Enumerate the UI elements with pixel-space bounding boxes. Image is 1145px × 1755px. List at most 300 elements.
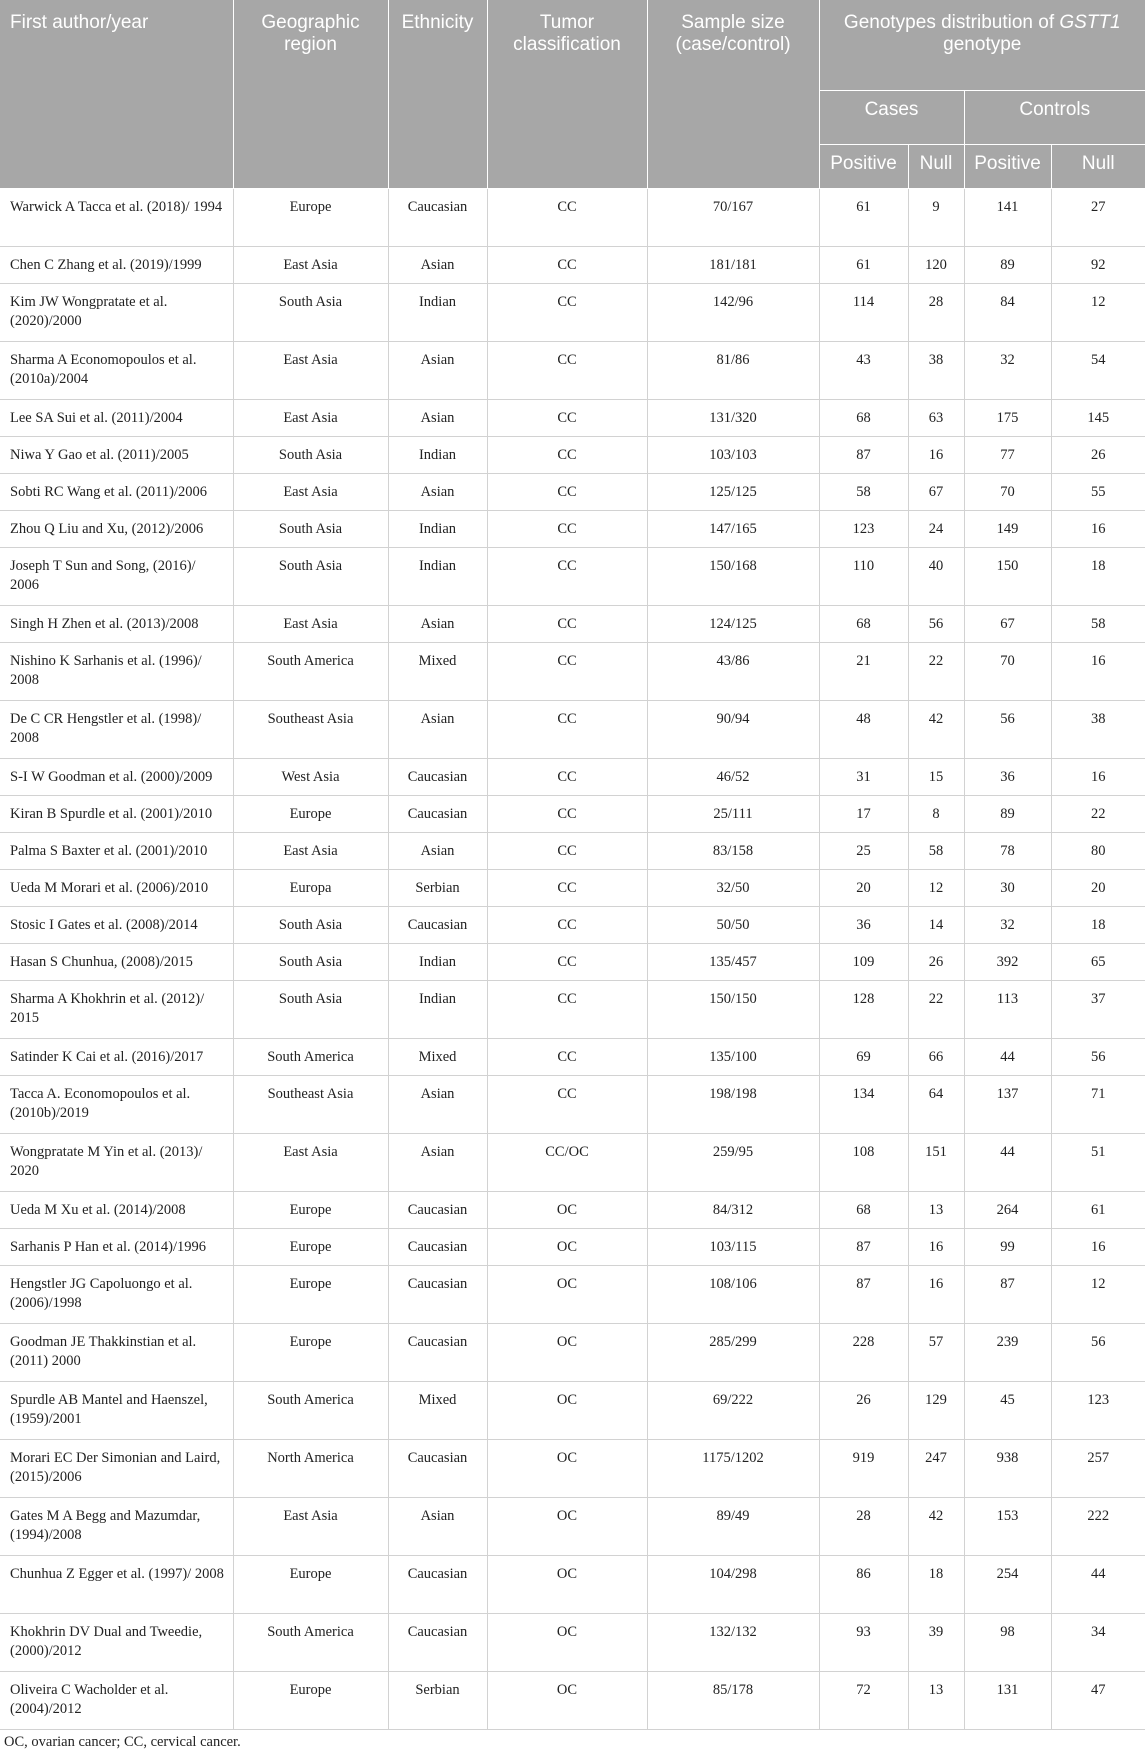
cell-cases-null: 247 xyxy=(908,1440,964,1498)
cell-tumor: OC xyxy=(487,1614,647,1672)
cell-controls-null: 71 xyxy=(1051,1076,1145,1134)
header-cases-null: Null xyxy=(908,145,964,189)
cell-region: Europa xyxy=(233,870,388,907)
cell-controls-positive: 36 xyxy=(964,759,1051,796)
cell-cases-positive: 61 xyxy=(819,189,908,247)
cell-author: Sobti RC Wang et al. (2011)/2006 xyxy=(0,474,233,511)
cell-region: South Asia xyxy=(233,437,388,474)
cell-sample: 132/132 xyxy=(647,1614,819,1672)
cell-sample: 90/94 xyxy=(647,701,819,759)
cell-cases-positive: 68 xyxy=(819,606,908,643)
cell-ethnicity: Caucasian xyxy=(388,759,487,796)
cell-author: Chunhua Z Egger et al. (1997)/ 2008 xyxy=(0,1556,233,1614)
cell-sample: 125/125 xyxy=(647,474,819,511)
cell-author: Kim JW Wongpratate et al. (2020)/2000 xyxy=(0,284,233,342)
cell-ethnicity: Caucasian xyxy=(388,907,487,944)
cell-controls-positive: 137 xyxy=(964,1076,1051,1134)
cell-controls-null: 65 xyxy=(1051,944,1145,981)
cell-sample: 103/103 xyxy=(647,437,819,474)
cell-author: Lee SA Sui et al. (2011)/2004 xyxy=(0,400,233,437)
cell-controls-null: 56 xyxy=(1051,1039,1145,1076)
cell-tumor: CC xyxy=(487,759,647,796)
table-row xyxy=(0,400,1145,437)
header-cases-positive: Positive xyxy=(819,145,908,189)
cell-author: Zhou Q Liu and Xu, (2012)/2006 xyxy=(0,511,233,548)
cell-controls-null: 145 xyxy=(1051,400,1145,437)
cell-controls-positive: 44 xyxy=(964,1039,1051,1076)
cell-tumor: OC xyxy=(487,1556,647,1614)
cell-ethnicity: Caucasian xyxy=(388,1556,487,1614)
cell-cases-null: 22 xyxy=(908,643,964,701)
cell-ethnicity: Serbian xyxy=(388,870,487,907)
cell-ethnicity: Asian xyxy=(388,1498,487,1556)
cell-controls-positive: 87 xyxy=(964,1266,1051,1324)
cell-tumor: OC xyxy=(487,1498,647,1556)
cell-author: S-I W Goodman et al. (2000)/2009 xyxy=(0,759,233,796)
cell-sample: 150/150 xyxy=(647,981,819,1039)
cell-cases-null: 8 xyxy=(908,796,964,833)
cell-controls-positive: 30 xyxy=(964,870,1051,907)
cell-author: Spurdle AB Mantel and Haenszel, (1959)/2001 xyxy=(0,1382,233,1440)
cell-region: South America xyxy=(233,1614,388,1672)
cell-author: Goodman JE Thakkinstian et al. (2011) 2000 xyxy=(0,1324,233,1382)
cell-controls-positive: 131 xyxy=(964,1672,1051,1730)
cell-sample: 85/178 xyxy=(647,1672,819,1730)
cell-controls-positive: 89 xyxy=(964,796,1051,833)
cell-region: South America xyxy=(233,643,388,701)
cell-controls-null: 16 xyxy=(1051,511,1145,548)
cell-cases-null: 16 xyxy=(908,1266,964,1324)
cell-sample: 83/158 xyxy=(647,833,819,870)
cell-controls-positive: 264 xyxy=(964,1192,1051,1229)
cell-ethnicity: Caucasian xyxy=(388,1266,487,1324)
cell-cases-null: 16 xyxy=(908,437,964,474)
cell-sample: 285/299 xyxy=(647,1324,819,1382)
table-row xyxy=(0,437,1145,474)
cell-cases-null: 24 xyxy=(908,511,964,548)
cell-cases-null: 38 xyxy=(908,342,964,400)
cell-cases-null: 39 xyxy=(908,1614,964,1672)
cell-author: Hengstler JG Capoluongo et al. (2006)/1998 xyxy=(0,1266,233,1324)
cell-region: Europe xyxy=(233,189,388,247)
cell-author: Ueda M Xu et al. (2014)/2008 xyxy=(0,1192,233,1229)
table-row xyxy=(0,511,1145,548)
cell-sample: 131/320 xyxy=(647,400,819,437)
cell-cases-null: 129 xyxy=(908,1382,964,1440)
cell-region: South Asia xyxy=(233,907,388,944)
cell-cases-positive: 128 xyxy=(819,981,908,1039)
cell-controls-null: 22 xyxy=(1051,796,1145,833)
cell-sample: 181/181 xyxy=(647,247,819,284)
cell-tumor: CC xyxy=(487,247,647,284)
cell-cases-null: 42 xyxy=(908,701,964,759)
cell-cases-null: 64 xyxy=(908,1076,964,1134)
cell-cases-positive: 134 xyxy=(819,1076,908,1134)
cell-region: Europe xyxy=(233,1324,388,1382)
cell-sample: 124/125 xyxy=(647,606,819,643)
table-row xyxy=(0,944,1145,981)
cell-region: Europe xyxy=(233,1672,388,1730)
cell-cases-null: 18 xyxy=(908,1556,964,1614)
cell-controls-null: 12 xyxy=(1051,1266,1145,1324)
cell-ethnicity: Caucasian xyxy=(388,1440,487,1498)
cell-ethnicity: Caucasian xyxy=(388,1229,487,1266)
cell-cases-null: 56 xyxy=(908,606,964,643)
table-row xyxy=(0,643,1145,701)
cell-cases-positive: 108 xyxy=(819,1134,908,1192)
cell-ethnicity: Caucasian xyxy=(388,1614,487,1672)
cell-ethnicity: Indian xyxy=(388,548,487,606)
cell-author: Gates M A Begg and Mazumdar, (1994)/2008 xyxy=(0,1498,233,1556)
cell-controls-positive: 67 xyxy=(964,606,1051,643)
cell-cases-null: 9 xyxy=(908,189,964,247)
cell-cases-positive: 21 xyxy=(819,643,908,701)
cell-author: Chen C Zhang et al. (2019)/1999 xyxy=(0,247,233,284)
cell-cases-null: 22 xyxy=(908,981,964,1039)
cell-region: Europe xyxy=(233,1229,388,1266)
cell-region: East Asia xyxy=(233,1134,388,1192)
cell-sample: 69/222 xyxy=(647,1382,819,1440)
cell-controls-null: 92 xyxy=(1051,247,1145,284)
cell-region: East Asia xyxy=(233,474,388,511)
cell-tumor: CC xyxy=(487,981,647,1039)
cell-tumor: OC xyxy=(487,1440,647,1498)
cell-tumor: CC xyxy=(487,511,647,548)
cell-region: Southeast Asia xyxy=(233,1076,388,1134)
cell-tumor: CC xyxy=(487,833,647,870)
cell-sample: 198/198 xyxy=(647,1076,819,1134)
cell-author: Stosic I Gates et al. (2008)/2014 xyxy=(0,907,233,944)
cell-cases-positive: 123 xyxy=(819,511,908,548)
cell-cases-null: 120 xyxy=(908,247,964,284)
cell-region: South Asia xyxy=(233,981,388,1039)
cell-region: East Asia xyxy=(233,247,388,284)
cell-author: Wongpratate M Yin et al. (2013)/ 2020 xyxy=(0,1134,233,1192)
cell-cases-positive: 36 xyxy=(819,907,908,944)
header-controls-positive: Positive xyxy=(964,145,1051,189)
cell-ethnicity: Asian xyxy=(388,400,487,437)
cell-controls-null: 47 xyxy=(1051,1672,1145,1730)
cell-controls-positive: 149 xyxy=(964,511,1051,548)
cell-tumor: CC xyxy=(487,870,647,907)
cell-controls-null: 18 xyxy=(1051,907,1145,944)
table-row xyxy=(0,1039,1145,1076)
cell-author: Niwa Y Gao et al. (2011)/2005 xyxy=(0,437,233,474)
cell-cases-positive: 110 xyxy=(819,548,908,606)
cell-ethnicity: Indian xyxy=(388,437,487,474)
cell-region: North America xyxy=(233,1440,388,1498)
cell-region: Europe xyxy=(233,1556,388,1614)
cell-controls-positive: 141 xyxy=(964,189,1051,247)
cell-controls-null: 12 xyxy=(1051,284,1145,342)
cell-ethnicity: Asian xyxy=(388,247,487,284)
cell-controls-positive: 89 xyxy=(964,247,1051,284)
header-genotypes-prefix: Genotypes distribution of xyxy=(843,12,1060,33)
cell-tumor: CC xyxy=(487,907,647,944)
cell-region: Europe xyxy=(233,1192,388,1229)
cell-cases-null: 42 xyxy=(908,1498,964,1556)
cell-sample: 32/50 xyxy=(647,870,819,907)
cell-sample: 108/106 xyxy=(647,1266,819,1324)
cell-controls-null: 16 xyxy=(1051,1229,1145,1266)
cell-sample: 50/50 xyxy=(647,907,819,944)
cell-cases-positive: 93 xyxy=(819,1614,908,1672)
cell-region: East Asia xyxy=(233,833,388,870)
cell-ethnicity: Caucasian xyxy=(388,796,487,833)
cell-controls-null: 20 xyxy=(1051,870,1145,907)
table-row xyxy=(0,1672,1145,1730)
cell-tumor: OC xyxy=(487,1672,647,1730)
cell-ethnicity: Asian xyxy=(388,342,487,400)
cell-cases-positive: 58 xyxy=(819,474,908,511)
cell-controls-positive: 56 xyxy=(964,701,1051,759)
cell-tumor: OC xyxy=(487,1382,647,1440)
cell-controls-positive: 938 xyxy=(964,1440,1051,1498)
cell-cases-null: 15 xyxy=(908,759,964,796)
table-row xyxy=(0,870,1145,907)
cell-region: East Asia xyxy=(233,342,388,400)
cell-cases-positive: 48 xyxy=(819,701,908,759)
cell-cases-null: 28 xyxy=(908,284,964,342)
cell-tumor: CC xyxy=(487,1039,647,1076)
cell-region: Europe xyxy=(233,796,388,833)
cell-sample: 259/95 xyxy=(647,1134,819,1192)
table-row xyxy=(0,1498,1145,1556)
cell-region: South Asia xyxy=(233,284,388,342)
cell-controls-positive: 84 xyxy=(964,284,1051,342)
cell-tumor: CC xyxy=(487,474,647,511)
table-row xyxy=(0,701,1145,759)
table-row xyxy=(0,907,1145,944)
cell-controls-null: 37 xyxy=(1051,981,1145,1039)
cell-controls-null: 222 xyxy=(1051,1498,1145,1556)
cell-controls-positive: 32 xyxy=(964,342,1051,400)
cell-sample: 147/165 xyxy=(647,511,819,548)
cell-region: West Asia xyxy=(233,759,388,796)
cell-sample: 25/111 xyxy=(647,796,819,833)
cell-author: Tacca A. Economopoulos et al. (2010b)/2019 xyxy=(0,1076,233,1134)
cell-controls-positive: 44 xyxy=(964,1134,1051,1192)
cell-ethnicity: Caucasian xyxy=(388,189,487,247)
cell-sample: 46/52 xyxy=(647,759,819,796)
cell-cases-positive: 228 xyxy=(819,1324,908,1382)
header-genotypes-suffix: genotype xyxy=(943,34,1022,55)
cell-tumor: CC xyxy=(487,342,647,400)
cell-cases-positive: 87 xyxy=(819,437,908,474)
header-ethnicity: Ethnicity xyxy=(388,0,487,189)
cell-ethnicity: Asian xyxy=(388,1134,487,1192)
cell-ethnicity: Caucasian xyxy=(388,1324,487,1382)
cell-tumor: CC xyxy=(487,189,647,247)
cell-author: Sharma A Khokhrin et al. (2012)/ 2015 xyxy=(0,981,233,1039)
cell-region: South America xyxy=(233,1382,388,1440)
header-controls-null: Null xyxy=(1051,145,1145,189)
cell-sample: 1175/1202 xyxy=(647,1440,819,1498)
cell-controls-null: 58 xyxy=(1051,606,1145,643)
cell-author: Oliveira C Wacholder et al. (2004)/2012 xyxy=(0,1672,233,1730)
cell-tumor: CC xyxy=(487,548,647,606)
table-row xyxy=(0,247,1145,284)
cell-tumor: OC xyxy=(487,1229,647,1266)
cell-sample: 142/96 xyxy=(647,284,819,342)
table-row xyxy=(0,474,1145,511)
cell-cases-positive: 43 xyxy=(819,342,908,400)
cell-cases-positive: 17 xyxy=(819,796,908,833)
cell-cases-positive: 61 xyxy=(819,247,908,284)
cell-region: East Asia xyxy=(233,1498,388,1556)
cell-author: Satinder K Cai et al. (2016)/2017 xyxy=(0,1039,233,1076)
cell-tumor: CC/OC xyxy=(487,1134,647,1192)
cell-cases-null: 66 xyxy=(908,1039,964,1076)
cell-ethnicity: Serbian xyxy=(388,1672,487,1730)
cell-cases-null: 151 xyxy=(908,1134,964,1192)
table-row xyxy=(0,1229,1145,1266)
cell-cases-null: 58 xyxy=(908,833,964,870)
cell-author: Khokhrin DV Dual and Tweedie, (2000)/2012 xyxy=(0,1614,233,1672)
cell-controls-null: 16 xyxy=(1051,759,1145,796)
cell-ethnicity: Asian xyxy=(388,474,487,511)
cell-region: South Asia xyxy=(233,511,388,548)
cell-cases-null: 13 xyxy=(908,1192,964,1229)
header-region: Geographic region xyxy=(233,0,388,189)
table-row xyxy=(0,1614,1145,1672)
cell-controls-null: 80 xyxy=(1051,833,1145,870)
cell-controls-null: 26 xyxy=(1051,437,1145,474)
table-header xyxy=(0,0,1145,189)
table-row xyxy=(0,606,1145,643)
cell-controls-null: 56 xyxy=(1051,1324,1145,1382)
cell-sample: 89/49 xyxy=(647,1498,819,1556)
cell-controls-positive: 70 xyxy=(964,474,1051,511)
cell-controls-positive: 175 xyxy=(964,400,1051,437)
table-row xyxy=(0,1134,1145,1192)
table-row xyxy=(0,1192,1145,1229)
cell-ethnicity: Indian xyxy=(388,284,487,342)
cell-author: Morari EC Der Simonian and Laird, (2015)/2006 xyxy=(0,1440,233,1498)
cell-cases-positive: 87 xyxy=(819,1266,908,1324)
cell-cases-null: 67 xyxy=(908,474,964,511)
cell-ethnicity: Indian xyxy=(388,511,487,548)
table-row xyxy=(0,189,1145,247)
cell-sample: 135/100 xyxy=(647,1039,819,1076)
cell-cases-positive: 109 xyxy=(819,944,908,981)
cell-controls-null: 54 xyxy=(1051,342,1145,400)
cell-region: East Asia xyxy=(233,606,388,643)
cell-ethnicity: Asian xyxy=(388,606,487,643)
header-genotypes xyxy=(819,0,1145,91)
cell-controls-positive: 45 xyxy=(964,1382,1051,1440)
cell-controls-positive: 70 xyxy=(964,643,1051,701)
cell-controls-positive: 99 xyxy=(964,1229,1051,1266)
cell-ethnicity: Asian xyxy=(388,833,487,870)
table-row xyxy=(0,1266,1145,1324)
cell-tumor: CC xyxy=(487,643,647,701)
cell-region: South Asia xyxy=(233,548,388,606)
cell-cases-positive: 86 xyxy=(819,1556,908,1614)
table-row xyxy=(0,981,1145,1039)
cell-tumor: CC xyxy=(487,701,647,759)
cell-tumor: CC xyxy=(487,437,647,474)
header-tumor: Tumor classification xyxy=(487,0,647,189)
cell-ethnicity: Mixed xyxy=(388,643,487,701)
cell-cases-null: 12 xyxy=(908,870,964,907)
cell-controls-null: 55 xyxy=(1051,474,1145,511)
cell-cases-positive: 20 xyxy=(819,870,908,907)
cell-cases-positive: 31 xyxy=(819,759,908,796)
cell-author: Kiran B Spurdle et al. (2001)/2010 xyxy=(0,796,233,833)
table-row xyxy=(0,833,1145,870)
cell-controls-positive: 239 xyxy=(964,1324,1051,1382)
cell-sample: 135/457 xyxy=(647,944,819,981)
cell-author: Sarhanis P Han et al. (2014)/1996 xyxy=(0,1229,233,1266)
cell-controls-positive: 32 xyxy=(964,907,1051,944)
cell-region: Southeast Asia xyxy=(233,701,388,759)
cell-cases-positive: 919 xyxy=(819,1440,908,1498)
cell-ethnicity: Indian xyxy=(388,944,487,981)
header-author: First author/year xyxy=(0,0,233,189)
header-cases: Cases xyxy=(819,91,964,145)
cell-tumor: OC xyxy=(487,1266,647,1324)
cell-region: Europe xyxy=(233,1266,388,1324)
cell-region: South Asia xyxy=(233,944,388,981)
table-row xyxy=(0,548,1145,606)
cell-cases-positive: 68 xyxy=(819,1192,908,1229)
cell-sample: 70/167 xyxy=(647,189,819,247)
cell-cases-positive: 114 xyxy=(819,284,908,342)
cell-tumor: OC xyxy=(487,1324,647,1382)
cell-cases-null: 16 xyxy=(908,1229,964,1266)
cell-controls-positive: 392 xyxy=(964,944,1051,981)
cell-ethnicity: Mixed xyxy=(388,1039,487,1076)
cell-controls-positive: 113 xyxy=(964,981,1051,1039)
cell-controls-positive: 254 xyxy=(964,1556,1051,1614)
cell-tumor: CC xyxy=(487,284,647,342)
cell-author: Sharma A Economopoulos et al. (2010a)/2004 xyxy=(0,342,233,400)
cell-tumor: CC xyxy=(487,944,647,981)
cell-controls-null: 16 xyxy=(1051,643,1145,701)
cell-cases-positive: 68 xyxy=(819,400,908,437)
header-sample: Sample size (case/control) xyxy=(647,0,819,189)
cell-cases-positive: 26 xyxy=(819,1382,908,1440)
header-controls: Controls xyxy=(964,91,1145,145)
cell-controls-positive: 150 xyxy=(964,548,1051,606)
cell-tumor: CC xyxy=(487,1076,647,1134)
cell-sample: 150/168 xyxy=(647,548,819,606)
cell-author: De C CR Hengstler et al. (1998)/ 2008 xyxy=(0,701,233,759)
table-row xyxy=(0,796,1145,833)
cell-author: Singh H Zhen et al. (2013)/2008 xyxy=(0,606,233,643)
table-row xyxy=(0,342,1145,400)
cell-cases-positive: 28 xyxy=(819,1498,908,1556)
cell-cases-null: 13 xyxy=(908,1672,964,1730)
cell-tumor: CC xyxy=(487,796,647,833)
cell-author: Ueda M Morari et al. (2006)/2010 xyxy=(0,870,233,907)
cell-cases-positive: 87 xyxy=(819,1229,908,1266)
cell-cases-null: 57 xyxy=(908,1324,964,1382)
cell-cases-positive: 25 xyxy=(819,833,908,870)
cell-cases-null: 14 xyxy=(908,907,964,944)
cell-ethnicity: Asian xyxy=(388,1076,487,1134)
cell-cases-positive: 69 xyxy=(819,1039,908,1076)
cell-controls-null: 34 xyxy=(1051,1614,1145,1672)
cell-author: Nishino K Sarhanis et al. (1996)/ 2008 xyxy=(0,643,233,701)
table-row xyxy=(0,759,1145,796)
table-row xyxy=(0,1382,1145,1440)
cell-controls-positive: 78 xyxy=(964,833,1051,870)
table-row xyxy=(0,1440,1145,1498)
cell-author: Hasan S Chunhua, (2008)/2015 xyxy=(0,944,233,981)
cell-sample: 43/86 xyxy=(647,643,819,701)
